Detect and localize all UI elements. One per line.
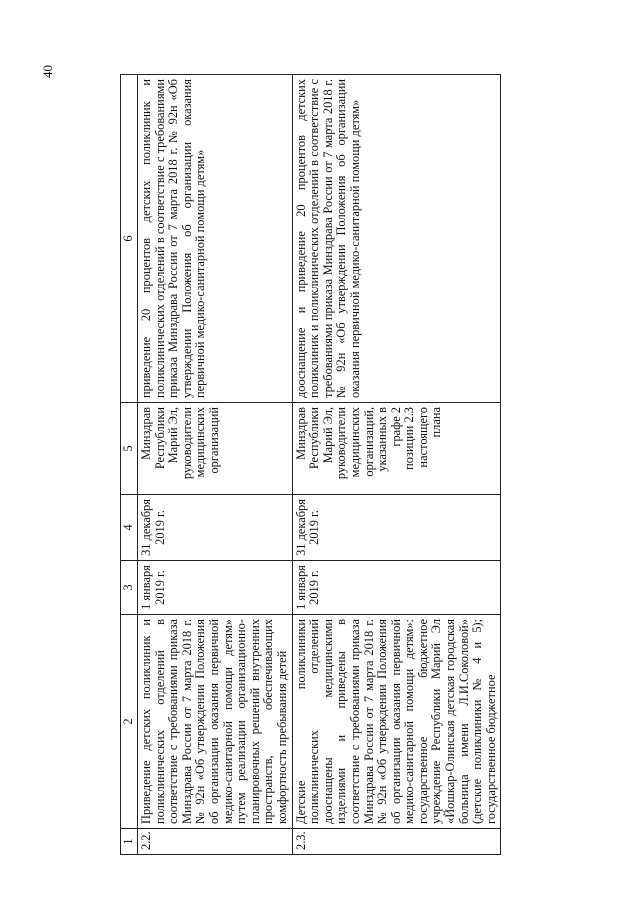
row-start-date: 1 января 2019 г.: [138, 561, 293, 615]
column-number-4: 4: [121, 495, 138, 561]
row-result: приведение 20 процентов детских поликлиник и поликлинических отделений в соответствие с требованиями приказа Минздрава России от 7 марта 2018 г. № 92н «Об утверждении Положения об организации оказания первичной медико-санитарной помощи детям»: [138, 75, 293, 403]
table-header-row: [121, 75, 138, 855]
row-end-date: 31 декабря 2019 г.: [138, 495, 293, 561]
row-end-date: 31 декабря 2019 г.: [292, 495, 501, 561]
row-description: Детские поликлиники поликлинических отделений дооснащены медицинскими изделиями и приведены в соответствие с требованиями приказа Минздрава России от 7 марта 2018 г. № 92н «Об утверждении Положения об организации оказания первичной медико-санитарной помощи детям»: государственное бюджетное учреждение Республики Марий Эл «Йошкар-Олинская детская городская больница имени Л.И.Соколовой» (детские поликлиники № 4 и 5); государственное бюджетное: [292, 615, 501, 829]
table-row: [292, 75, 501, 855]
plan-table: [120, 74, 501, 855]
row-number: 2.3.: [292, 829, 501, 855]
column-number-5: 5: [121, 403, 138, 495]
row-number: 2.2.: [138, 829, 293, 855]
column-number-6: 6: [121, 75, 138, 403]
row-responsible: Минздрав Республики Марий Эл, руководители медицинских организаций, указанных в графе 2 позиции 2.3 настоящего плана: [292, 403, 501, 495]
table-row: [138, 75, 293, 855]
column-number-3: 3: [121, 561, 138, 615]
row-result: дооснащение и приведение 20 процентов детских поликлиник и поликлинических отделений в соответствие с требованиями приказа Минздрава России от 7 марта 2018 г. № 92н «Об утверждении Положения об организации оказания первичной медико-санитарной помощи детям»: [292, 75, 501, 403]
page-number: 40: [40, 65, 55, 78]
document-sheet: [120, 75, 600, 855]
column-number-1: 1: [121, 829, 138, 855]
column-number-2: 2: [121, 615, 138, 829]
row-start-date: 1 января 2019 г.: [292, 561, 501, 615]
row-description: Приведение детских поликлиник и поликлинических отделений в соответствие с требованиями приказа Минздрава России от 7 марта 2018 г. № 92н «Об утверждении Положения об организации оказания первичной медико-санитарной помощи детям» путем реализации организационно-планировочных решений внутренних пространств, обеспечивающих комфортность пребывания детей: [138, 615, 293, 829]
row-responsible: Минздрав Республики Марий Эл, руководители медицинских организаций: [138, 403, 293, 495]
